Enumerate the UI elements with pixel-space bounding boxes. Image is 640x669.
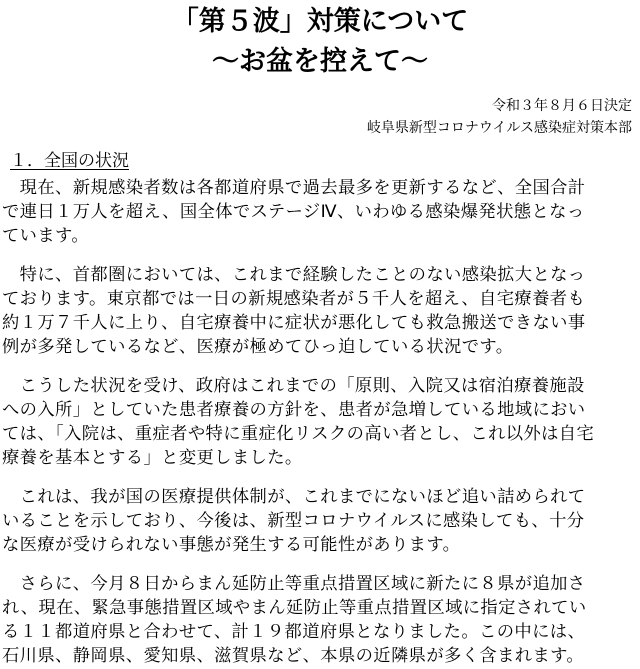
paragraph-3-line-4: 療養を基本とする」と変更しました。 (2, 448, 303, 468)
paragraph-4-line-1: これは、我が国の医療提供体制が、これまでにないほど追い詰められて (2, 487, 586, 507)
paragraph-1-line-3: ています。 (2, 226, 90, 246)
paragraph-5-line-1: さらに、今月８日からまん延防止等重点措置区域に新たに８県が追加さ (2, 574, 586, 594)
paragraph-5-line-2: れ、現在、緊急事態措置区域やまん延防止等重点措置区域に指定されてい (2, 598, 587, 618)
section-heading: １．全国の状況 (10, 151, 129, 171)
paragraph-4-line-2: いることを示しており、今後は、新型コロナウイルスに感染しても、十分 (2, 511, 585, 531)
paragraph-4-line-3: な医療が受けられない事態が発生する可能性があります。 (2, 535, 461, 555)
paragraph-2-line-3: 約１万７千人に上り、自宅療養中に症状が悪化しても救急搬送できない事 (2, 313, 586, 333)
paragraph-2-line-2: ております。東京都では一日の新規感染者が５千人を超え、自宅療養者も (2, 289, 586, 309)
issuing-organization: 岐阜県新型コロナウイルス感染症対策本部 (366, 120, 632, 136)
paragraph-2-line-4: 例が多発しているなど、医療が極めてひっ迫している状況です。 (2, 337, 514, 357)
document-title: 「第５波」対策について (171, 6, 469, 37)
paragraph-5-line-3: る１１都道府県と合わせて、計１９都道府県となりました。この中には、 (2, 622, 586, 642)
document-subtitle: ～お盆を控えて～ (212, 46, 428, 77)
paragraph-3-line-1: こうした状況を受け、政府はこれまでの「原則、入院又は宿泊療養施設 (2, 376, 585, 396)
paragraph-3-line-3: ては、「入院は、重症者や特に重症化リスクの高い者とし、これ以外は自宅 (2, 424, 595, 444)
paragraph-1-line-1: 現在、新規感染者数は各都道府県で過去最多を更新するなど、全国合計 (2, 178, 586, 198)
paragraph-5-line-4: 石川県、静岡県、愛知県、滋賀県など、本県の近隣県が多く含まれます。 (2, 646, 585, 666)
paragraph-2-line-1: 特に、首都圏においては、これまで経験したことのない感染拡大となっ (2, 265, 586, 285)
paragraph-3-line-2: への入所」としていた患者療養の方針を、患者が急増している地域におい (2, 400, 586, 420)
decision-date: 令和３年８月６日決定 (492, 98, 632, 114)
paragraph-1-line-2: で連日１万人を超え、国全体でステージⅣ、いわゆる感染爆発状態となっ (2, 202, 585, 222)
